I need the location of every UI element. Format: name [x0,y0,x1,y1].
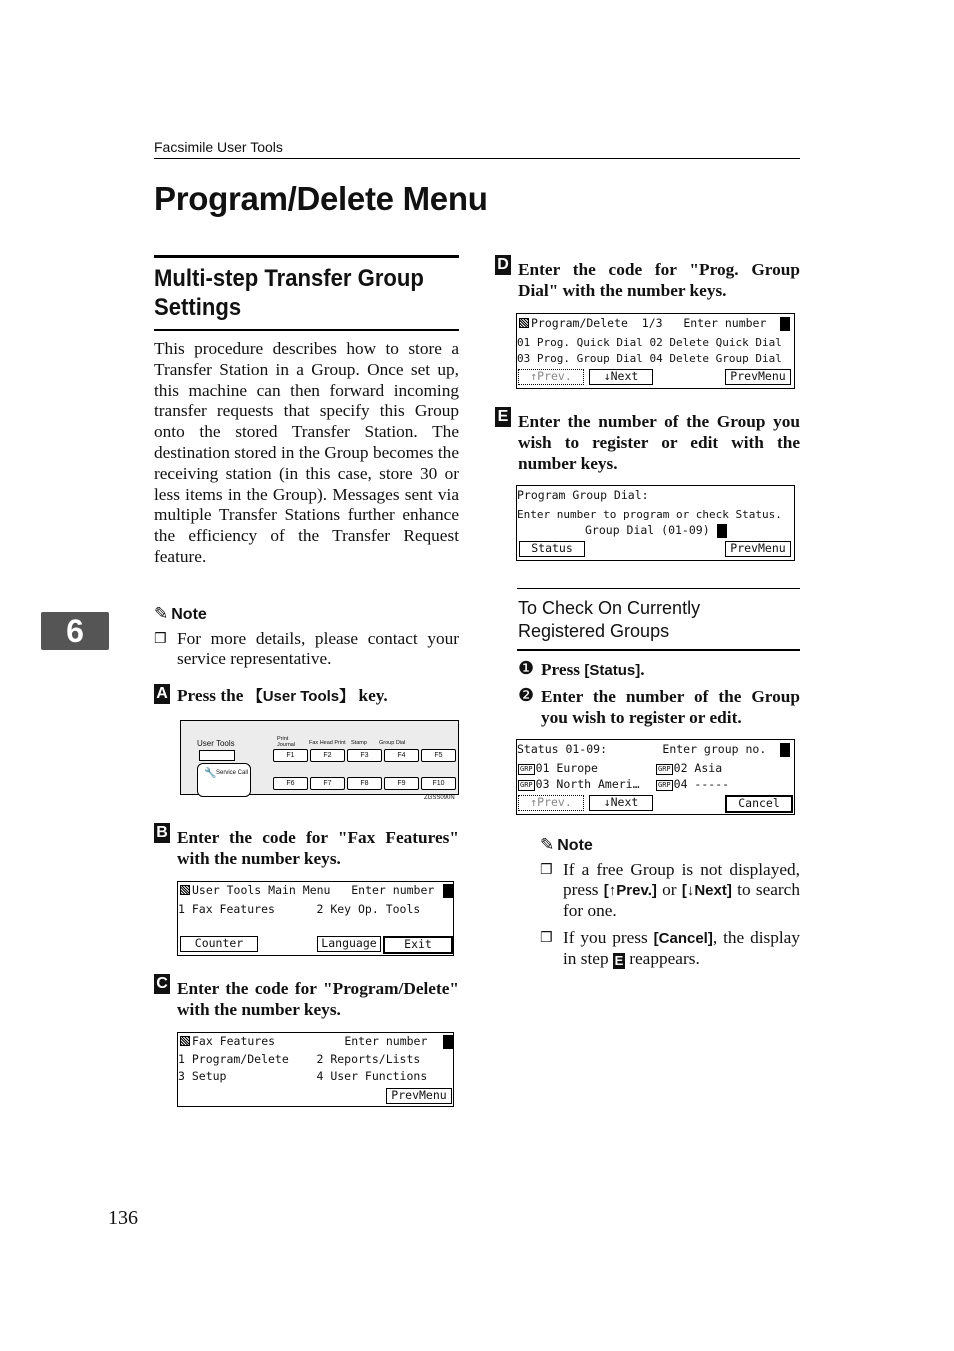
step-number: A [154,684,170,704]
lcd-fax-features-menu: Fax Features Enter number 1 Program/Delete 2 Reports/Lists 3 Setup 4 User Functions PrevMenu [177,1032,454,1107]
lcd-line: 03 Prog. Group Dial 04 Delete Group Dial [517,352,782,365]
section-body: This procedure describes how to store a Transfer Station in a Group. Once set up, this machine can then forward incoming transfer requests that specify this Group onto the stored Transfer Station. The destination stored in the Group becomes the receiving station (in this case, store 30 or less items in the Group). Messages sent via multiple Transfer Stations further enhance the efficiency of the Transfer Request feature. [154,339,459,566]
note-item: ❒ If you press [Cancel], the display in step E reappears. [540,928,800,968]
note-heading: ✎ Note [540,835,593,854]
function-key-f7: F7 [310,777,345,790]
user-tools-key [199,750,235,761]
cancel-button: Cancel [725,795,793,813]
subsection-bottom-rule [517,649,800,651]
input-cursor [443,1035,453,1049]
lcd-program-group-dial [516,485,795,561]
lcd-program-delete-menu: Program/Delete 1/3 Enter number 01 Prog. Quick Dial 02 Delete Quick Dial 03 Prog. Group Dial 04 Delete Group Dial ↑Prev. ↓Next PrevMenu [516,313,795,389]
prev-button: ↑Prev. [518,369,584,385]
input-cursor [717,524,727,538]
group-icon: GRP [520,765,533,773]
input-cursor [443,884,453,898]
function-key-f8: F8 [347,777,382,790]
checkbox-bullet-icon: ❒ [540,930,553,946]
lcd-line: 1 Fax Features 2 Key Op. Tools [178,902,421,916]
input-cursor [780,317,790,331]
lcd-line: Status 01-09: Enter group no. [517,742,767,756]
service-call-label: Service Call [216,770,249,776]
step-text: Enter the code for "Prog. Group Dial" with the number keys. [518,260,800,300]
step-text: Enter the code for "Fax Features" with the number keys. [177,828,459,868]
step-number: E [495,407,511,427]
substep-number: ❶ [518,658,535,678]
step-number: D [495,255,511,275]
note-heading: ✎ Note [154,604,207,623]
next-button: ↓Next [589,369,653,385]
chapter-tab: 6 [41,612,109,650]
prev-button: ↑Prev. [518,795,584,811]
checkbox-bullet-icon: ❒ [540,862,553,878]
note-item: ❒ If a free Group is not displayed, press [↑Prev.] or [↓Next] to search for one. [540,860,800,920]
user-tools-label: User Tools [197,739,235,748]
note-item: ❒ For more details, please contact your service representative. [154,629,459,668]
group-icon: GRP [520,781,533,789]
pencil-icon: ✎ [540,835,555,854]
substep-text: Press [Status]. [541,660,645,679]
function-key-f2: F2 [310,749,345,762]
fn-label: Print Journal [277,736,296,748]
function-key-f10: F10 [421,777,456,790]
lcd-line: 3 Setup 4 User Functions [178,1069,428,1083]
group-icon: GRP [658,781,671,789]
subsection-title: To Check On Currently Registered Groups [518,598,701,641]
lcd-line: 1 Program/Delete 2 Reports/Lists [178,1052,421,1066]
step-text: Press the 【User Tools】 key. [177,686,388,705]
lcd-line: Program Group Dial: [517,488,649,502]
substep-number: ❷ [518,685,535,705]
prevmenu-button: PrevMenu [386,1088,452,1104]
step-number: C [154,974,170,994]
status-button: Status [519,541,585,557]
function-key-f1: F1 [273,749,308,762]
language-button: Language [317,936,381,952]
next-button: ↓Next [589,795,653,811]
input-cursor [780,743,790,757]
section-bottom-rule [154,329,459,331]
fn-label: Stamp [351,740,367,746]
screen-icon [519,318,529,328]
service-call-indicator [197,763,251,797]
fn-label: Fax Head Print [309,740,346,746]
prevmenu-button: PrevMenu [725,369,791,385]
page-number: 136 [108,1207,138,1229]
step-text: Enter the code for "Program/Delete" with the number keys. [177,979,459,1019]
step-number: B [154,823,170,843]
section-title: Multi-step Transfer Group Settings [154,265,424,321]
operation-panel-illustration [180,720,459,795]
prevmenu-button: PrevMenu [725,541,791,557]
lcd-user-tools-menu: User Tools Main Menu Enter number 1 Fax Features 2 Key Op. Tools Counter Language Exit [177,881,454,956]
checkbox-bullet-icon: ❒ [154,631,167,647]
function-key-f5: F5 [421,749,456,762]
header-rule [154,158,800,159]
running-header: Facsimile User Tools [154,139,283,155]
function-key-f4: F4 [384,749,419,762]
counter-button: Counter [180,936,258,952]
pencil-icon: ✎ [154,604,169,623]
lcd-status-screen: Status 01-09: Enter group no. GRP 01 Europe GRP 02 Asia GRP 03 North Ameri… GRP 04 ----- ↑Prev. ↓Next Cancel [516,739,795,815]
function-key-f6: F6 [273,777,308,790]
exit-button: Exit [383,936,453,954]
subsection-top-rule [517,588,800,589]
section-top-rule [154,255,459,258]
screen-icon [180,885,190,895]
function-key-f3: F3 [347,749,382,762]
lcd-line: 01 Prog. Quick Dial 02 Delete Quick Dial [517,336,782,349]
illustration-code: ZGSS090N [424,795,455,801]
function-key-f9: F9 [384,777,419,790]
substep-text: Enter the number of the Group you wish to register or edit. [541,687,800,727]
group-icon: GRP [658,765,671,773]
lcd-line: Group Dial (01-09) [585,523,710,537]
step-text: Enter the number of the Group you wish to register or edit with the number keys. [518,412,800,473]
lcd-line: Enter number to program or check Status. [517,508,782,521]
page-title: Program/Delete Menu [154,180,488,217]
fn-label: Group Dial [379,740,406,746]
screen-icon [180,1036,190,1046]
wrench-icon: 🔧 [204,768,217,779]
step-reference: E [614,953,624,968]
